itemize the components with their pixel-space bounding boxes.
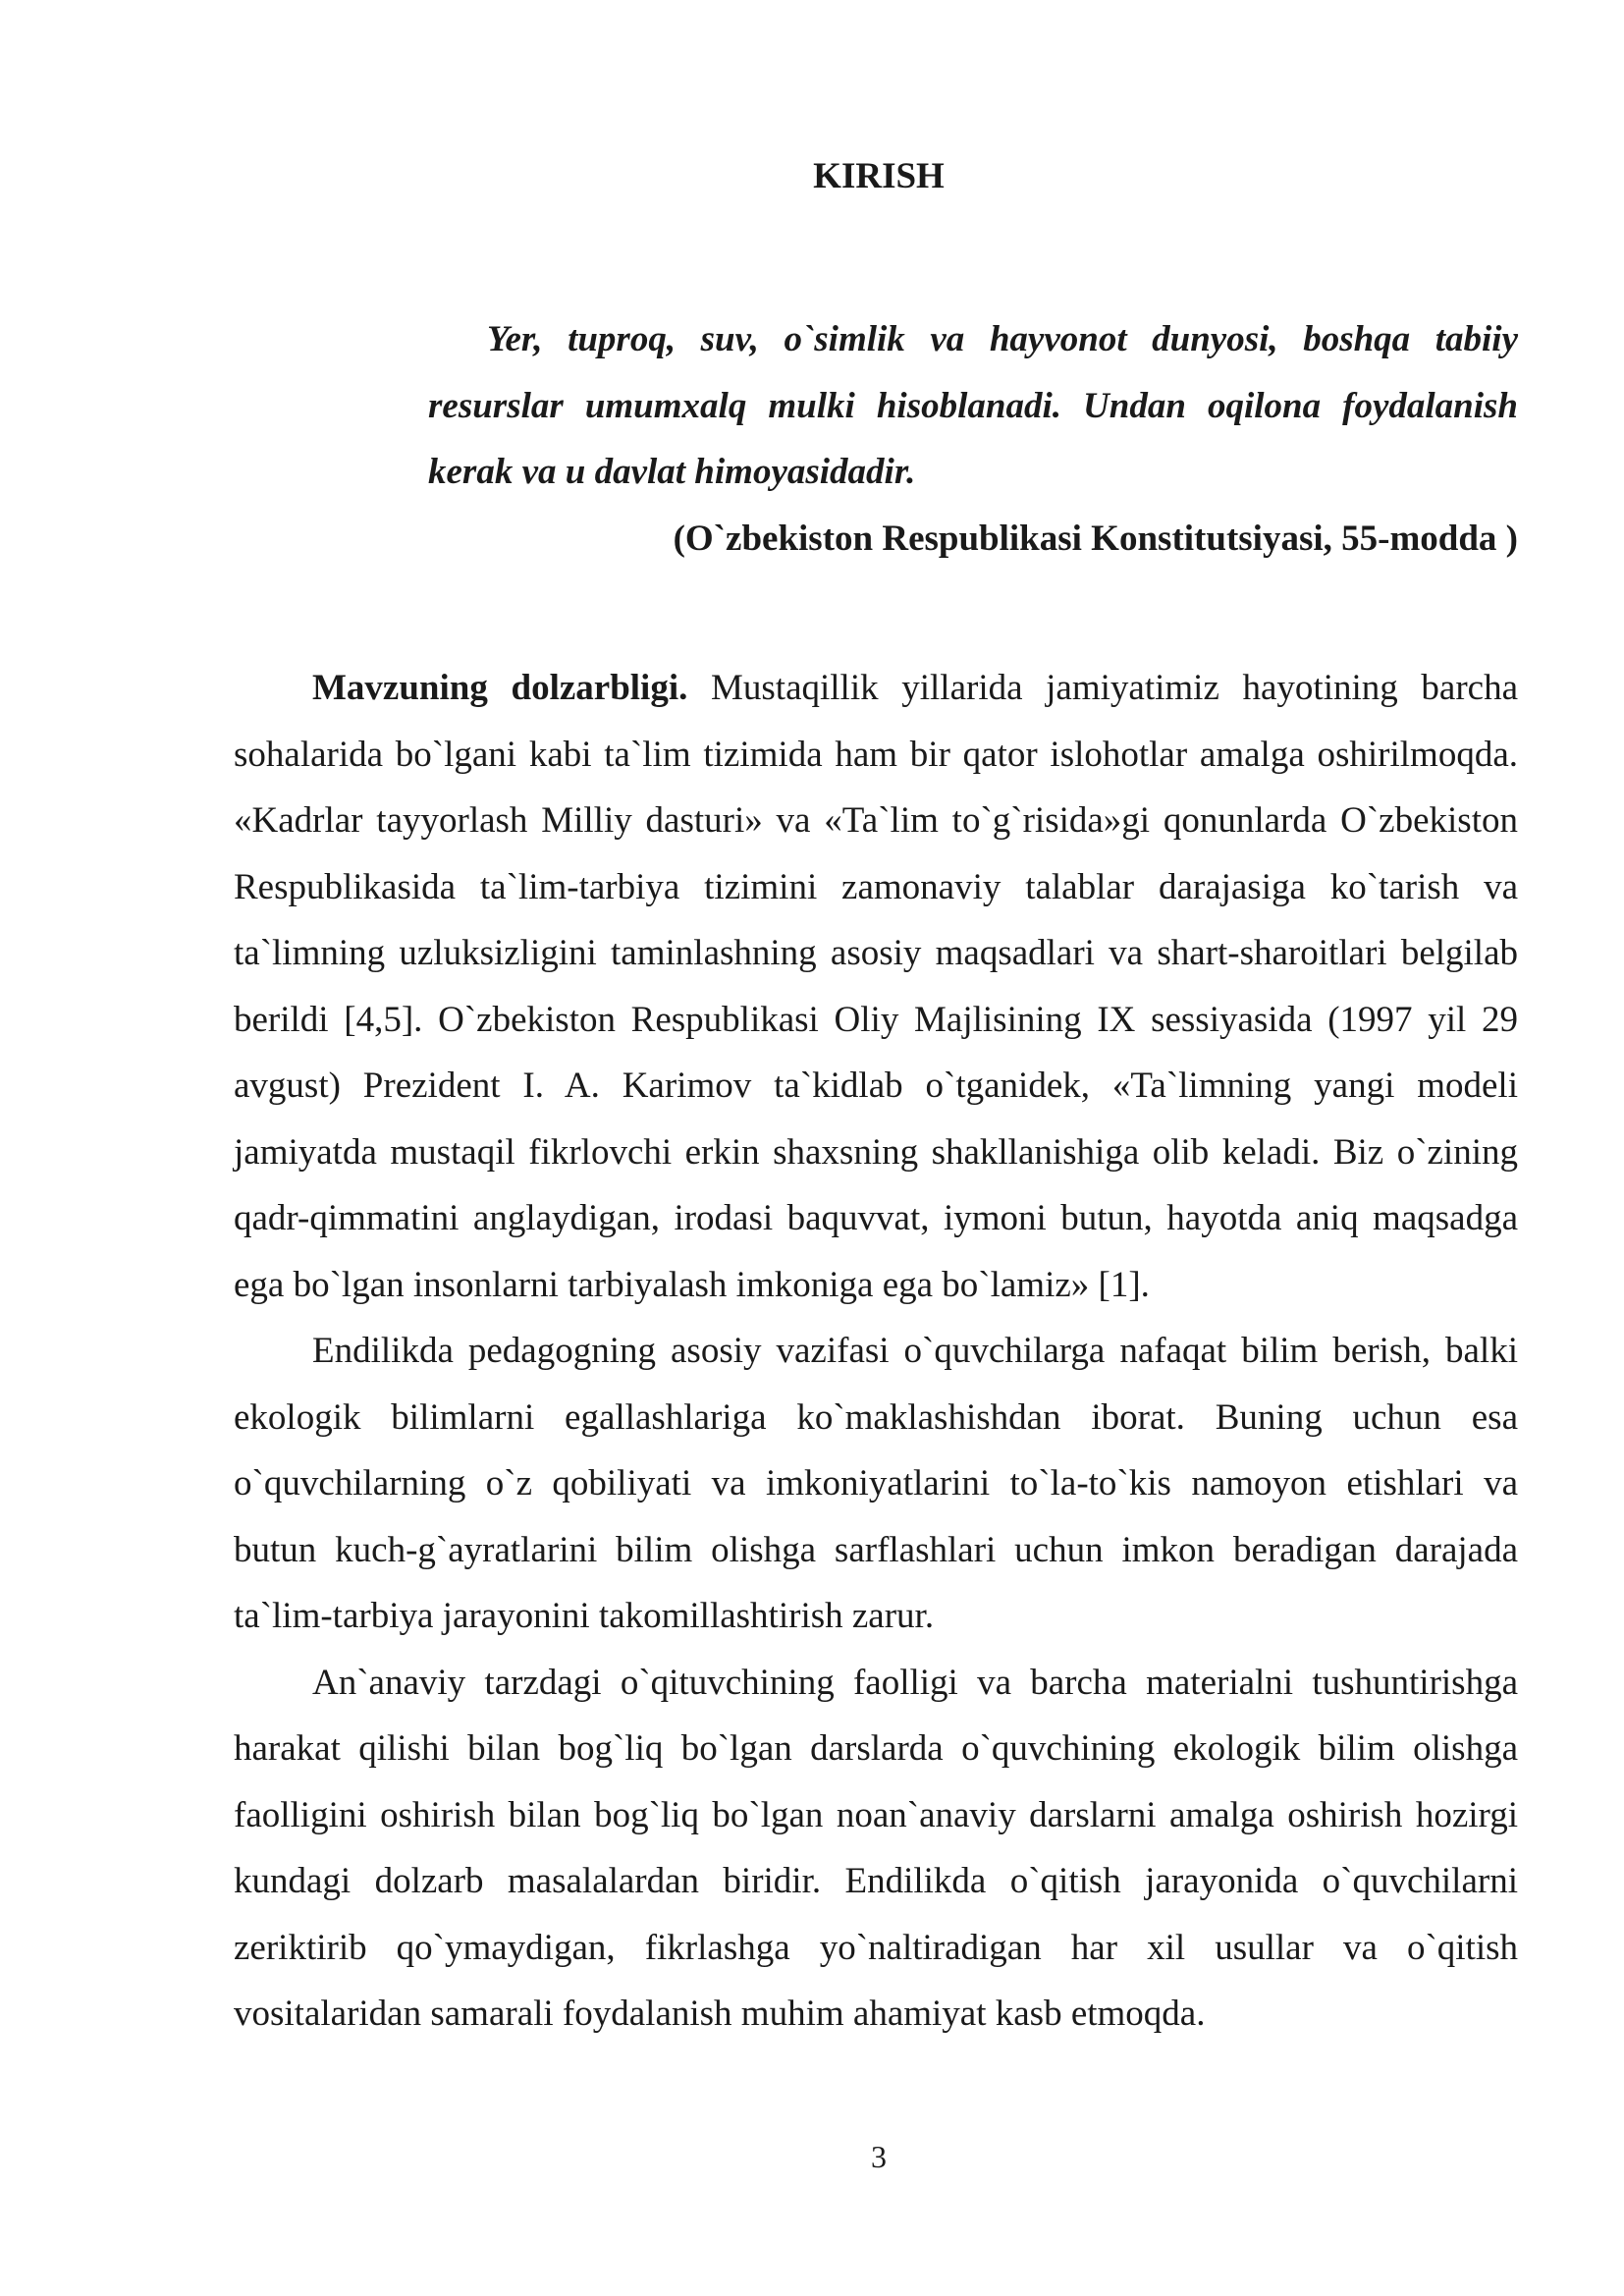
page-number: 3 — [871, 2139, 887, 2174]
paragraph-pedagogue-task: Endilikda pedagogning asosiy vazifasi o`quvchilarga nafaqat bilim berish, balki ekologik bilimlarni egallashlariga ko`maklashishdan iborat. Buning uchun esa o`quvchilarning o`z qobiliyati va imkoniyatlarini to`la-to`kis namoyon etishlari va butun kuch-g`ayratlarini bilim olishga sarflashlari uchun imkon beradigan darajada ta`lim-tarbiya jarayonini takomillashtirish zarur. — [234, 1331, 1518, 1636]
section-title: KIRISH — [813, 156, 945, 196]
epigraph-source: (O`zbekiston Respublikasi Konstitutsiyasi, 55-modda ) — [673, 518, 1518, 559]
body-text — [234, 655, 1518, 2048]
epigraph — [428, 306, 1518, 572]
paragraph-lead: Mavzuning dolzarbligi. — [312, 668, 688, 708]
paragraph-relevance — [234, 655, 1518, 1318]
paragraph-text: Mustaqillik yillarida jamiyatimiz hayotining barcha sohalarida bo`lgani kabi ta`lim tizimida ham bir qator islohotlar amalga oshirilmoqda. «Kadrlar tayyorlash Milliy dasturi» va «Ta`lim to`g`risida»gi qonunlarda O`zbekiston Respublikasida ta`lim-tarbiya tizimini zamonaviy talablar darajasiga ko`tarish va ta`limning uzluksizligini taminlashning asosiy maqsadlari va shart-sharoitlari belgilab berildi [4,5]. O`zbekiston Respublikasi Oliy Majlisining IX sessiyasida (1997 yil 29 avgust) Prezident I. A. Karimov ta`kidlab o`tganidek, «Ta`limning yangi modeli jamiyatda mustaqil fikrlovchi erkin shaxsning shakllanishiga olib keladi. Biz o`zining qadr-qimmatini anglaydigan, irodasi baquvvat, iymoni butun, hayotda aniq maqsadga ega bo`lgan insonlarni tarbiyalash imkoniga ega bo`lamiz» [1]. — [234, 668, 1518, 1305]
paragraph-traditional-lessons: An`anaviy tarzdagi o`qituvchining faolligi va barcha materialni tushuntirishga harakat qilishi bilan bog`liq bo`lgan darslarda o`quvchining ekologik bilim olishga faolligini oshirish bilan bog`liq bo`lgan noan`anaviy darslarni amalga oshirish hozirgi kundagi dolzarb masalalardan biridir. Endilikda o`qitish jarayonida o`quvchilarni zeriktirib qo`ymaydigan, fikrlashga yo`naltiradigan har xil usullar va o`qitish vositalaridan samarali foydalanish muhim ahamiyat kasb etmoqda. — [234, 1662, 1518, 2034]
epigraph-quote: Yer, tuproq, suv, o`simlik va hayvonot dunyosi, boshqa tabiiy resurslar umumxalq mulki hisoblanadi. Undan oqilona foydalanish kerak va u davlat himoyasidadir. — [428, 319, 1518, 492]
